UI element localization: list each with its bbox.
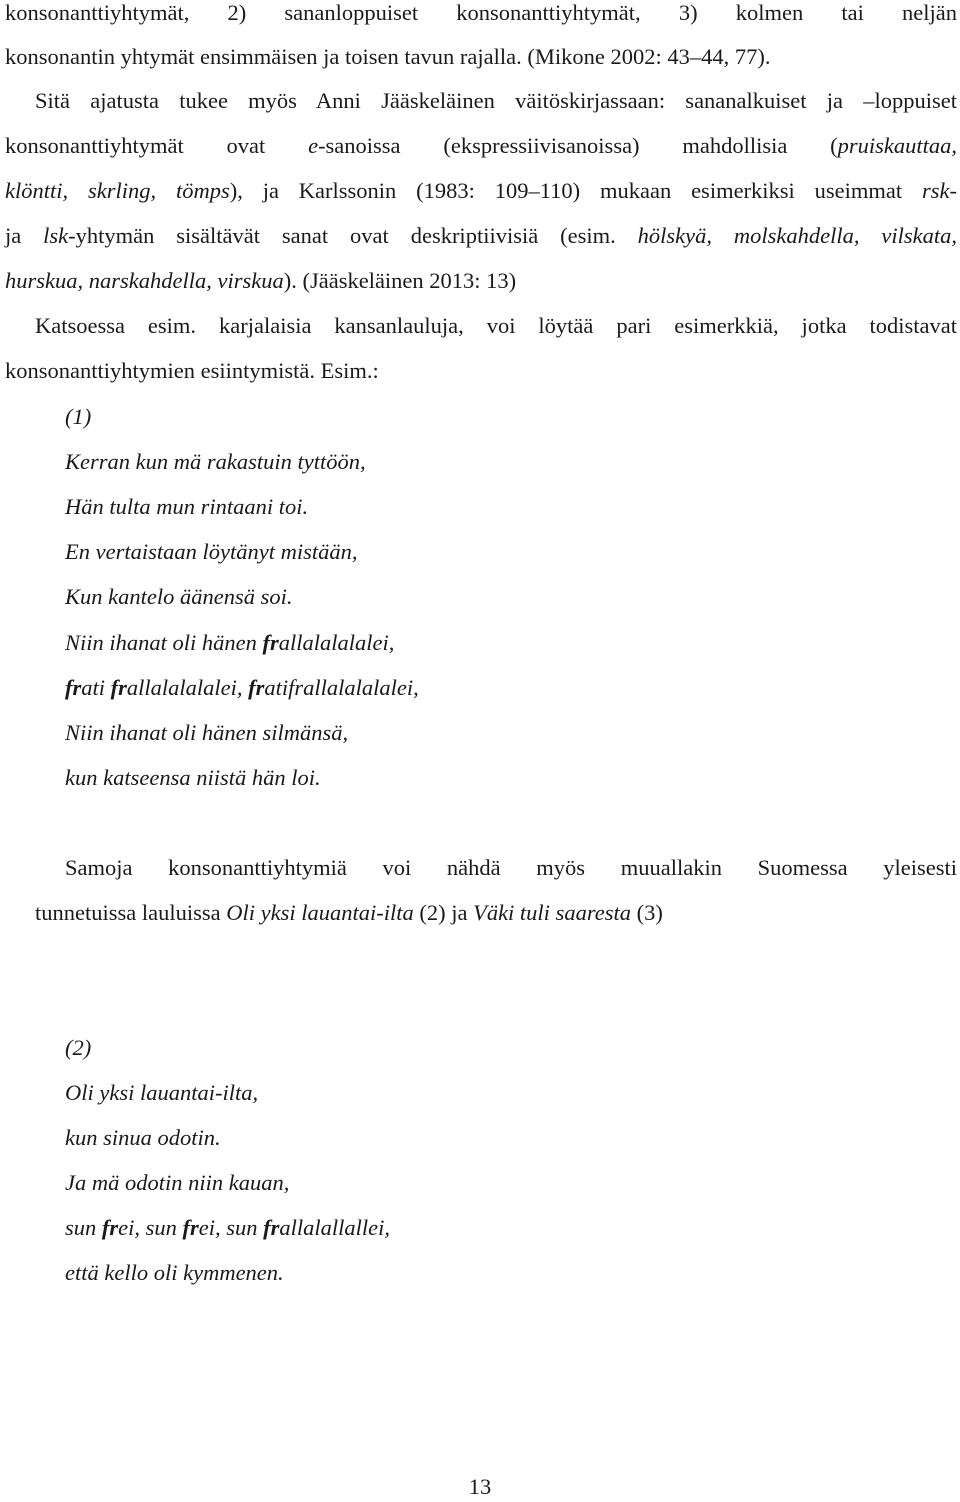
example1-line1: Kerran kun mä rakastuin tyttöön, bbox=[65, 449, 366, 474]
paragraph4-line2: tunnetuissa lauluissa Oli yksi lauantai-ilta (2) ja Väki tuli saaresta (3) bbox=[35, 900, 663, 925]
example2-line1: Oli yksi lauantai-ilta, bbox=[65, 1080, 259, 1105]
example2-line4: sun frei, sun frei, sun frallalallallei, bbox=[65, 1215, 391, 1240]
paragraph2-line3: klöntti, skrling, tömps), ja Karlssonin (1983: 109–110) mukaan esimerkiksi useimmat rsk- bbox=[5, 178, 957, 203]
example2-line2: kun sinua odotin. bbox=[65, 1125, 221, 1150]
example1-line8: kun katseensa niistä hän loi. bbox=[65, 765, 321, 790]
example1-line4: Kun kantelo äänensä soi. bbox=[65, 584, 293, 609]
paragraph1-line1: konsonanttiyhtymät, 2) sananloppuiset konsonanttiyhtymät, 3) kolmen tai neljän bbox=[5, 0, 957, 25]
example1-line7: Niin ihanat oli hänen silmänsä, bbox=[65, 720, 349, 745]
paragraph2-line1: Sitä ajatusta tukee myös Anni Jääskeläinen väitöskirjassaan: sananalkuiset ja –loppuiset bbox=[35, 88, 957, 113]
paragraph3-line2: konsonanttiyhtymien esiintymistä. Esim.: bbox=[5, 358, 379, 383]
paragraph4-line1: Samoja konsonanttiyhtymiä voi nähdä myös muuallakin Suomessa yleisesti bbox=[65, 855, 957, 880]
example2-number: (2) bbox=[65, 1035, 92, 1060]
example2-line5: että kello oli kymmenen. bbox=[65, 1260, 284, 1285]
paragraph2-line2: konsonanttiyhtymät ovat e-sanoissa (ekspressiivisanoissa) mahdollisia (pruiskauttaa, bbox=[5, 133, 957, 158]
example1-number: (1) bbox=[65, 404, 92, 429]
example2-line3: Ja mä odotin niin kauan, bbox=[65, 1170, 290, 1195]
page-number: 13 bbox=[468, 1474, 492, 1499]
example1-line6: frati frallalalalalei, fratifrallalalalalei, bbox=[65, 675, 419, 700]
paragraph3-line1: Katsoessa esim. karjalaisia kansanlauluja, voi löytää pari esimerkkiä, jotka todistavat bbox=[35, 313, 957, 338]
paragraph1-line2: konsonantin yhtymät ensimmäisen ja toisen tavun rajalla. (Mikone 2002: 43–44, 77). bbox=[5, 44, 771, 69]
example1-line5: Niin ihanat oli hänen frallalalalalei, bbox=[65, 630, 395, 655]
example1-line3: En vertaistaan löytänyt mistään, bbox=[65, 539, 358, 564]
paragraph2-line5: hurskua, narskahdella, virskua). (Jääskeläinen 2013: 13) bbox=[5, 268, 517, 293]
paragraph2-line4: ja lsk-yhtymän sisältävät sanat ovat deskriptiivisiä (esim. hölskyä, molskahdella, vilskata, bbox=[5, 223, 957, 248]
example1-line2: Hän tulta mun rintaani toi. bbox=[65, 494, 309, 519]
